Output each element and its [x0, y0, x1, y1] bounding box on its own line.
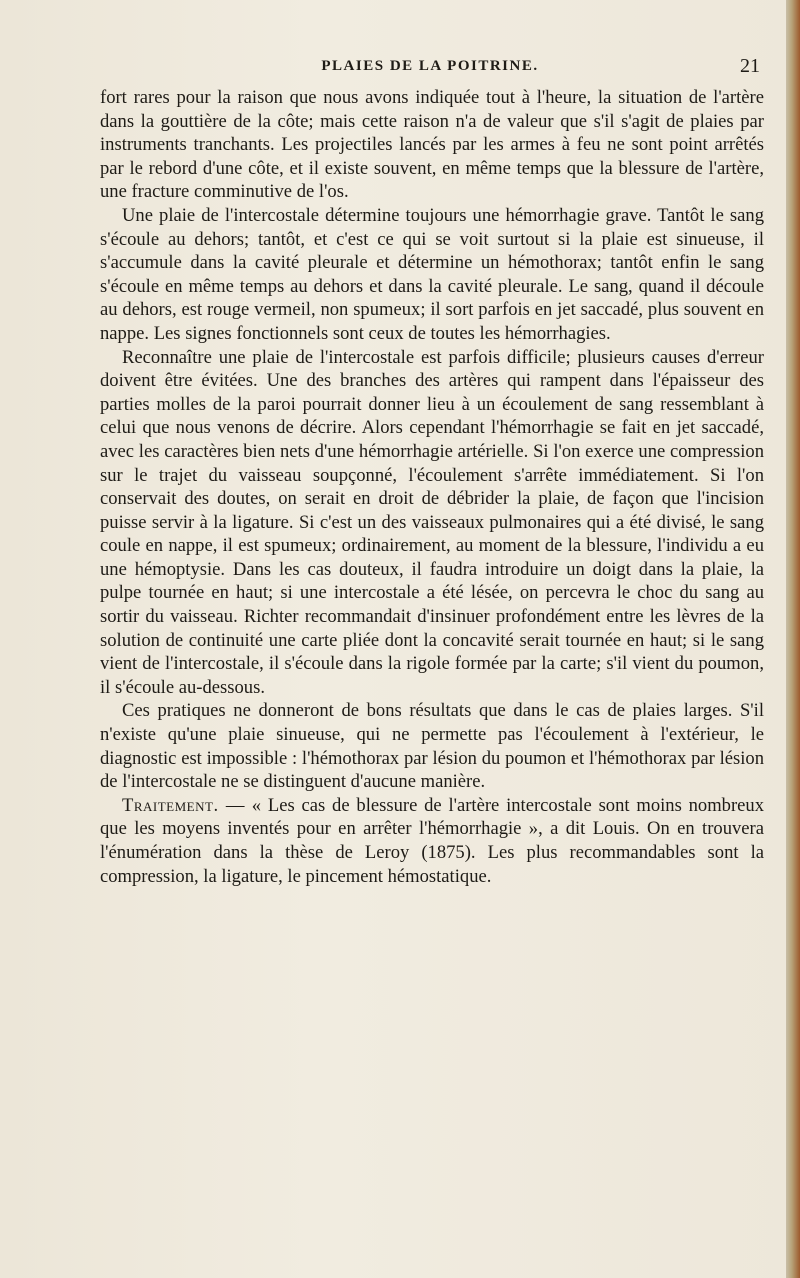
paragraph-3: Reconnaître une plaie de l'intercostale est parfois difficile; plusieurs causes d'erreur doivent être évitées. Une des branches des artères qui rampent dans l'épaisseur des parties molles de la paroi pourrait donner lieu à un écoulement de sang ressemblant à celui que nous venons de décrire. Alors cependant l'hémorrhagie se fait en jet saccadé, avec les caractères bien nets d'une hémorrhagie artérielle. Si l'on exerce une compression sur le trajet du vaisseau soupçonné, l'écoulement s'arrête immédiatement. Si l'on conservait des doutes, on serait en droit de débrider la plaie, de façon que l'incision puisse servir à la ligature. Si c'est un des vaisseaux pulmonaires qui a été divisé, le sang coule en nappe, il est spumeux; ordinairement, au moment de la blessure, l'individu a eu une hémoptysie. Dans les cas douteux, il faudra introduire un doigt dans la plaie, la pulpe tournée en haut; si une intercostale a été lésée, on percevra le choc du sang au sortir du vaisseau. Richter recommandait d'insinuer profondément entre les lèvres de la solution de continuité une carte pliée dont la concavité serait tournée en haut; si le sang vient de l'intercostale, il s'écoule dans la rigole formée par la carte; s'il vient du poumon, il s'écoule au-dessous. — [100, 346, 764, 698]
treatment-text: « Les cas de blessure de l'artère intercostale sont moins nombreux que les moyens inventés pour en arrêter l'hémorrhagie », a dit Louis. On en trouvera l'énumération dans la thèse de Leroy (1875). Les plus recommandables sont la compression, la ligature, le pincement hémostatique. — [100, 794, 764, 887]
body-text — [100, 86, 764, 888]
page-edge — [786, 0, 800, 1278]
page-header — [98, 55, 762, 82]
paragraph-treatment — [100, 794, 764, 888]
paragraph-1: fort rares pour la raison que nous avons indiquée tout à l'heure, la situation de l'artère dans la gouttière de la côte; mais cette raison n'a de valeur que s'il s'agit de plaies par instruments tranchants. Les projectiles lancés par les armes à feu ne sont point arrêtés par le rebord d'une côte, et il existe souvent, en même temps que la blessure de l'artère, une fracture comminutive de l'os. — [100, 87, 764, 203]
paragraph-2: Une plaie de l'intercostale détermine toujours une hémorrhagie grave. Tantôt le sang s'écoule au dehors; tantôt, et c'est ce qui se voit surtout si la plaie est sinueuse, il s'accumule dans la cavité pleurale et détermine un hémothorax; tantôt enfin le sang s'écoule en même temps au dehors et dans la cavité pleurale. Le sang, quand il découle au dehors, est rouge vermeil, non spumeux; il sort parfois en jet saccadé, plus souvent en nappe. Les signes fonctionnels sont ceux de toutes les hémorrhagies. — [100, 204, 764, 344]
paragraph-4: Ces pratiques ne donneront de bons résultats que dans le cas de plaies larges. S'il n'existe qu'une plaie sinueuse, qui ne permette pas l'écoulement à l'extérieur, le diagnostic est impossible : l'hémothorax par lésion du poumon et l'hémothorax par lésion de l'intercostale ne se distinguent d'aucune manière. — [100, 700, 764, 793]
treatment-heading: Traitement. — — [122, 794, 245, 816]
page-number: 21 — [740, 55, 760, 77]
running-title: PLAIES DE LA POITRINE. — [321, 58, 539, 74]
